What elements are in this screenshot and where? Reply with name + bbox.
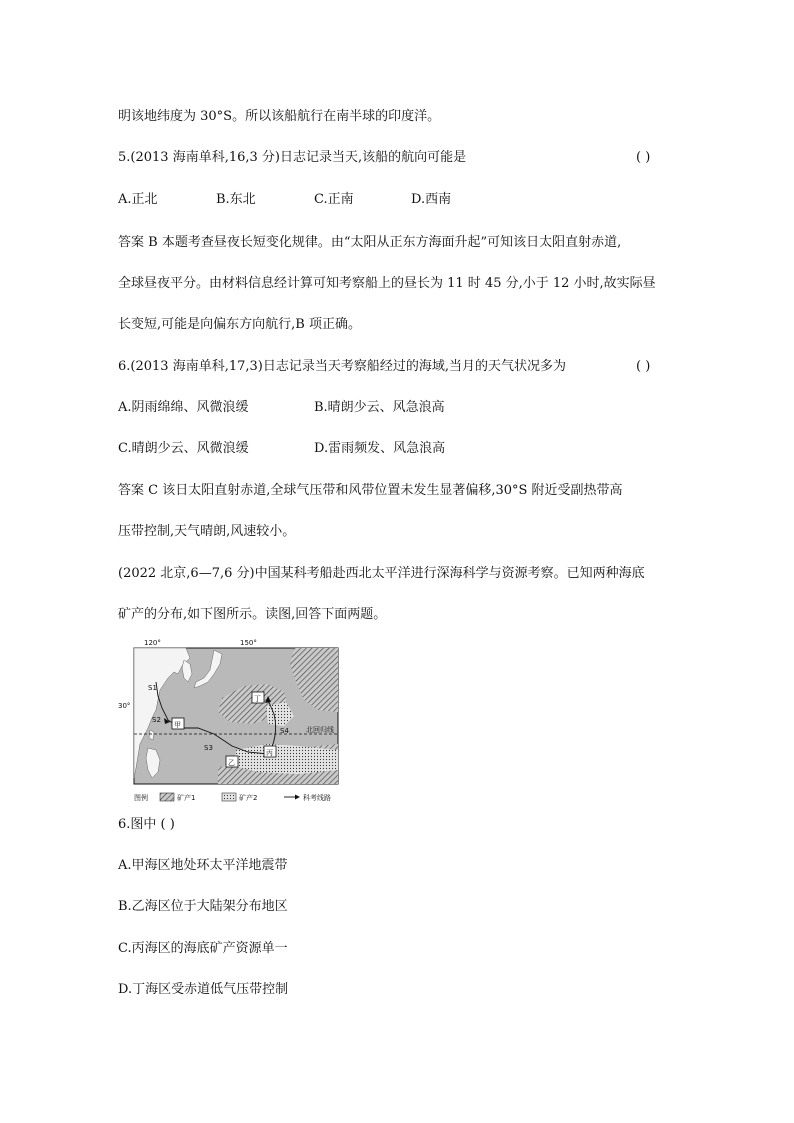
q5-option-b: B.东北 <box>216 192 256 207</box>
answer-5-line-3: 长变短,可能是向偏东方向航行,B 项正确。 <box>118 317 361 332</box>
answer-5-line-1: 答案 B 本题考查昼夜长短变化规律。由“太阳从正东方海面升起”可知该日太阳直射赤道, <box>118 235 622 250</box>
segment-s1-label: S1 <box>148 684 157 692</box>
segment-s4-label: S4 <box>280 727 289 735</box>
q5-option-c: C.正南 <box>314 192 354 207</box>
answer-bracket-q6: ( ) <box>636 359 651 374</box>
intro-line-1: (2022 北京,6—7,6 分)中国某科考船赴西北太平洋进行深海科学与资源考察。已知两种海底 <box>118 566 645 581</box>
question-6: 6.(2013 海南单科,17,3)日志记录当天考察船经过的海域,当月的天气状况多为 <box>118 359 566 374</box>
intro-line-2: 矿产的分布,如下图所示。读图,回答下面两题。 <box>118 607 387 622</box>
sea-area-bing-label: 丙 <box>266 749 273 757</box>
seabed-mineral-map <box>118 638 350 806</box>
answer-5-line-2: 全球昼夜平分。由材料信息经计算可知考察船上的昼长为 11 时 45 分,小于 12 小时,故实际昼 <box>118 276 656 291</box>
legend-route-arrow <box>295 795 300 800</box>
q6b-option-d: D.丁海区受赤道低气压带控制 <box>118 982 289 997</box>
legend-mineral-1-swatch <box>160 793 174 801</box>
mineral-2-region-south <box>234 744 338 774</box>
question-6b: 6.图中 ( ) <box>118 817 175 832</box>
answer-6-line-1: 答案 C 该日太阳直射赤道,全球气压带和风带位置未发生显著偏移,30°S 附近受副热带高 <box>118 483 623 498</box>
taiwan-island <box>149 730 154 740</box>
legend-route-label: 科考线路 <box>303 794 331 802</box>
tropic-of-cancer-label: 北回归线 <box>306 726 334 734</box>
lon-150-label: 150° <box>240 639 257 647</box>
q6-option-d: D.雷雨频发、风急浪高 <box>314 441 446 456</box>
q5-option-a: A.正北 <box>118 192 158 207</box>
lat-30-label: 30° <box>118 702 131 710</box>
q6-option-a: A.阴雨绵绵、风微浪缓 <box>118 400 249 415</box>
answer-6-line-2: 压带控制,天气晴朗,风速较小。 <box>118 524 296 539</box>
q6b-option-a: A.甲海区地处环太平洋地震带 <box>118 858 288 873</box>
legend-title: 图例 <box>134 794 148 802</box>
question-5: 5.(2013 海南单科,16,3 分)日志记录当天,该船的航向可能是 <box>118 150 467 165</box>
q6-option-c: C.晴朗少云、风微浪缓 <box>118 441 249 456</box>
sea-area-ding-label: 丁 <box>254 695 261 703</box>
legend-mineral-2-label: 矿产2 <box>239 794 258 802</box>
answer-bracket-q5: ( ) <box>636 150 651 165</box>
q6b-option-b: B.乙海区位于大陆架分布地区 <box>118 899 288 914</box>
q5-option-d: D.西南 <box>411 192 452 207</box>
q6b-option-c: C.丙海区的海底矿产资源单一 <box>118 941 288 956</box>
sea-area-yi-label: 乙 <box>228 759 235 767</box>
segment-s3-label: S3 <box>204 744 213 752</box>
legend-mineral-2-swatch <box>222 793 236 801</box>
lon-120-label: 120° <box>144 639 161 647</box>
segment-s2-label: S2 <box>152 716 161 724</box>
sea-area-jia-label: 甲 <box>174 721 181 729</box>
q6-option-b: B.晴朗少云、风急浪高 <box>314 400 445 415</box>
text-line-0: 明该地纬度为 30°S。所以该船航行在南半球的印度洋。 <box>118 109 441 124</box>
legend-mineral-1-label: 矿产1 <box>177 794 196 802</box>
